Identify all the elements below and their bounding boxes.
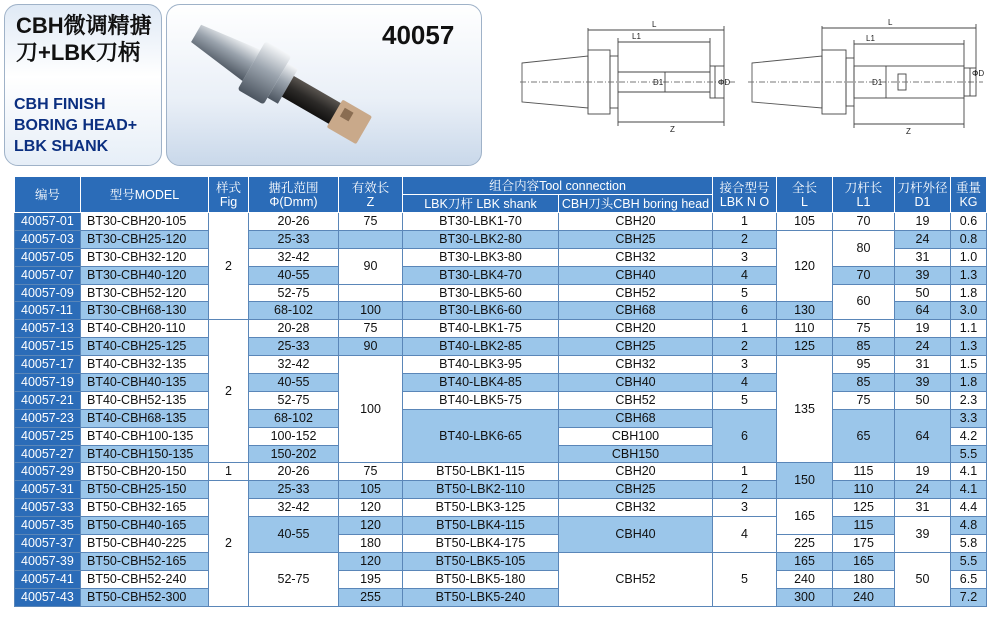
kg-cell: 4.4: [951, 499, 987, 517]
diagram1-label-l: L: [652, 20, 657, 29]
kg-cell: 1.8: [951, 374, 987, 392]
l-cell: 150: [777, 463, 833, 499]
header-fig: [209, 177, 249, 213]
header-lbk-en: LBK N O: [719, 194, 770, 209]
lbk-cell: 2: [713, 338, 777, 356]
table-row: [15, 374, 987, 392]
l-cell: 300: [777, 588, 833, 606]
table-row: [15, 481, 987, 499]
l1-cell: 115: [833, 517, 895, 535]
header-kg: [951, 177, 987, 213]
dimension-diagram-2: [748, 8, 988, 158]
table-row: [15, 391, 987, 409]
d1-cell: 31: [895, 248, 951, 266]
kg-cell: 5.8: [951, 535, 987, 553]
shank-cell: BT50-LBK1-115: [403, 463, 559, 481]
model-cell: BT40-CBH40-135: [81, 374, 209, 392]
shank-cell: BT50-LBK5-180: [403, 570, 559, 588]
header-kg-en: KG: [959, 194, 978, 209]
lbk-cell: 3: [713, 248, 777, 266]
d1-cell: 24: [895, 338, 951, 356]
header-z: [339, 177, 403, 213]
lbk-cell: 5: [713, 284, 777, 302]
lbk-cell: 4: [713, 266, 777, 284]
kg-cell: 1.3: [951, 338, 987, 356]
fig-cell: 2: [209, 481, 249, 606]
head-cell: CBH40: [559, 374, 713, 392]
header-range: [249, 177, 339, 213]
kg-cell: 1.5: [951, 356, 987, 374]
lbk-cell: 1: [713, 213, 777, 231]
d1-cell: 31: [895, 356, 951, 374]
code-cell: 40057-25: [15, 427, 81, 445]
header-z-cn: 有效长: [351, 180, 390, 195]
model-cell: BT50-CBH25-150: [81, 481, 209, 499]
head-cell: CBH25: [559, 230, 713, 248]
header-range-en: Φ(Dmm): [269, 194, 318, 209]
table-row: [15, 588, 987, 606]
head-cell: CBH150: [559, 445, 713, 463]
z-cell: 105: [339, 481, 403, 499]
head-cell: CBH52: [559, 391, 713, 409]
header-lbk-cn: 接合型号: [719, 180, 770, 195]
shank-cell: BT50-LBK2-110: [403, 481, 559, 499]
z-cell: 120: [339, 517, 403, 535]
range-cell: 52-75: [249, 391, 339, 409]
l-cell: 135: [777, 356, 833, 463]
model-cell: BT50-CBH52-300: [81, 588, 209, 606]
kg-cell: 3.0: [951, 302, 987, 320]
lbk-cell: 3: [713, 499, 777, 517]
header-d1: [895, 177, 951, 213]
shank-cell: BT50-LBK4-175: [403, 535, 559, 553]
model-cell: BT40-CBH100-135: [81, 427, 209, 445]
kg-cell: 5.5: [951, 445, 987, 463]
kg-cell: 0.8: [951, 230, 987, 248]
head-cell: CBH68: [559, 302, 713, 320]
header-fig-en: Fig: [219, 194, 238, 209]
header-lbk-no: [713, 177, 777, 213]
table-row: [15, 213, 987, 231]
model-cell: BT50-CBH40-165: [81, 517, 209, 535]
kg-cell: 1.8: [951, 284, 987, 302]
code-cell: 40057-37: [15, 535, 81, 553]
z-cell: 100: [339, 302, 403, 320]
table-row: [15, 356, 987, 374]
l1-cell: 65: [833, 409, 895, 463]
code-cell: 40057-29: [15, 463, 81, 481]
head-cell: CBH52: [559, 552, 713, 606]
table-row: [15, 266, 987, 284]
z-cell: 255: [339, 588, 403, 606]
range-cell: 52-75: [249, 552, 339, 606]
d1-cell: 19: [895, 320, 951, 338]
l1-cell: 240: [833, 588, 895, 606]
table-row: [15, 284, 987, 302]
shank-cell: BT30-LBK4-70: [403, 266, 559, 284]
code-cell: 40057-15: [15, 338, 81, 356]
kg-cell: 4.1: [951, 481, 987, 499]
d1-cell: 19: [895, 213, 951, 231]
z-cell: 120: [339, 552, 403, 570]
series-code: 40057: [382, 20, 455, 50]
d1-cell: 19: [895, 463, 951, 481]
table-row: [15, 499, 987, 517]
table-row: [15, 570, 987, 588]
range-cell: 32-42: [249, 356, 339, 374]
code-cell: 40057-35: [15, 517, 81, 535]
d1-cell: 39: [895, 517, 951, 553]
shank-cell: BT40-LBK3-95: [403, 356, 559, 374]
table-row: [15, 230, 987, 248]
header-l1-cn: 刀杆长: [844, 180, 883, 195]
range-cell: 32-42: [249, 499, 339, 517]
range-cell: 68-102: [249, 409, 339, 427]
l-cell: 110: [777, 320, 833, 338]
diagram1-label-d1: D1: [653, 78, 664, 87]
range-cell: 25-33: [249, 481, 339, 499]
shank-cell: BT40-LBK2-85: [403, 338, 559, 356]
l-cell: 225: [777, 535, 833, 553]
d1-cell: 50: [895, 391, 951, 409]
model-cell: BT40-CBH20-110: [81, 320, 209, 338]
code-cell: 40057-21: [15, 391, 81, 409]
title-english: CBH FINISH BORING HEAD+ LBK SHANK: [14, 96, 138, 155]
header-kg-cn: 重量: [955, 180, 981, 195]
l1-cell: 180: [833, 570, 895, 588]
lbk-cell: 5: [713, 391, 777, 409]
model-cell: BT50-CBH40-225: [81, 535, 209, 553]
l-cell: 240: [777, 570, 833, 588]
l1-cell: 95: [833, 356, 895, 374]
model-cell: BT40-CBH150-135: [81, 445, 209, 463]
diagram1-label-d: ΦD: [718, 78, 731, 87]
table-row: [15, 463, 987, 481]
diagram1-label-z: Z: [670, 125, 675, 134]
l-cell: 120: [777, 230, 833, 302]
range-cell: 40-55: [249, 266, 339, 284]
head-cell: CBH32: [559, 499, 713, 517]
head-cell: CBH52: [559, 284, 713, 302]
code-cell: 40057-03: [15, 230, 81, 248]
kg-cell: 1.0: [951, 248, 987, 266]
l1-cell: 85: [833, 338, 895, 356]
d1-cell: 24: [895, 230, 951, 248]
head-cell: CBH32: [559, 248, 713, 266]
code-cell: 40057-31: [15, 481, 81, 499]
range-cell: 32-42: [249, 248, 339, 266]
l1-cell: 85: [833, 374, 895, 392]
table-row: [15, 517, 987, 535]
d1-cell: 50: [895, 284, 951, 302]
model-cell: BT40-CBH52-135: [81, 391, 209, 409]
range-cell: 40-55: [249, 374, 339, 392]
shank-cell: BT40-LBK1-75: [403, 320, 559, 338]
z-cell: 75: [339, 213, 403, 231]
range-cell: 25-33: [249, 230, 339, 248]
head-cell: CBH25: [559, 338, 713, 356]
diagram2-label-d1: D1: [872, 78, 883, 87]
kg-cell: 4.1: [951, 463, 987, 481]
code-cell: 40057-43: [15, 588, 81, 606]
lbk-cell: 6: [713, 409, 777, 463]
l1-cell: 175: [833, 535, 895, 553]
fig-cell: 2: [209, 320, 249, 463]
fig-cell: 1: [209, 463, 249, 481]
range-cell: 20-26: [249, 213, 339, 231]
header-l-cn: 全长: [791, 180, 817, 195]
head-cell: CBH40: [559, 517, 713, 553]
l-cell: 165: [777, 552, 833, 570]
header-l1: [833, 177, 895, 213]
head-cell: CBH20: [559, 320, 713, 338]
code-cell: 40057-13: [15, 320, 81, 338]
code-cell: 40057-41: [15, 570, 81, 588]
model-cell: BT40-CBH32-135: [81, 356, 209, 374]
lbk-cell: 6: [713, 302, 777, 320]
header-l: [777, 177, 833, 213]
model-cell: BT30-CBH68-130: [81, 302, 209, 320]
model-cell: BT40-CBH68-135: [81, 409, 209, 427]
code-cell: 40057-27: [15, 445, 81, 463]
code-cell: 40057-05: [15, 248, 81, 266]
header-model: 型号MODEL: [81, 177, 209, 213]
model-cell: BT30-CBH32-120: [81, 248, 209, 266]
table-row: [15, 552, 987, 570]
model-cell: BT50-CBH20-150: [81, 463, 209, 481]
head-cell: CBH20: [559, 463, 713, 481]
range-cell: 68-102: [249, 302, 339, 320]
z-cell: 195: [339, 570, 403, 588]
range-cell: 52-75: [249, 284, 339, 302]
d1-cell: 64: [895, 302, 951, 320]
shank-cell: BT50-LBK5-240: [403, 588, 559, 606]
model-cell: BT30-CBH20-105: [81, 213, 209, 231]
header-d1-en: D1: [914, 194, 931, 209]
head-cell: CBH100: [559, 427, 713, 445]
head-cell: CBH40: [559, 266, 713, 284]
model-cell: BT40-CBH25-125: [81, 338, 209, 356]
model-cell: BT50-CBH32-165: [81, 499, 209, 517]
shank-cell: BT50-LBK3-125: [403, 499, 559, 517]
shank-cell: BT40-LBK5-75: [403, 391, 559, 409]
l-cell: 165: [777, 499, 833, 535]
range-cell: 150-202: [249, 445, 339, 463]
z-cell: 75: [339, 463, 403, 481]
diagram2-label-l: L: [888, 18, 893, 27]
lbk-cell: 4: [713, 517, 777, 553]
l1-cell: 70: [833, 213, 895, 231]
range-cell: 40-55: [249, 517, 339, 553]
range-cell: 25-33: [249, 338, 339, 356]
l1-cell: 60: [833, 284, 895, 320]
header-z-en: Z: [366, 194, 375, 209]
d1-cell: 64: [895, 409, 951, 463]
d1-cell: 39: [895, 266, 951, 284]
code-cell: 40057-19: [15, 374, 81, 392]
z-cell: 100: [339, 356, 403, 463]
header-d1-cn: 刀杆外径: [897, 180, 948, 195]
shank-cell: BT30-LBK2-80: [403, 230, 559, 248]
table-row: [15, 409, 987, 427]
table-row: [15, 535, 987, 553]
lbk-cell: 1: [713, 463, 777, 481]
l1-cell: 165: [833, 552, 895, 570]
header-lbk-shank: LBK刀杆 LBK shank: [403, 195, 559, 213]
d1-cell: 24: [895, 481, 951, 499]
l1-cell: 80: [833, 230, 895, 266]
model-cell: BT50-CBH52-240: [81, 570, 209, 588]
code-cell: 40057-09: [15, 284, 81, 302]
l-cell: 130: [777, 302, 833, 320]
head-cell: CBH25: [559, 481, 713, 499]
l-cell: 125: [777, 338, 833, 356]
code-cell: 40057-23: [15, 409, 81, 427]
z-cell: 180: [339, 535, 403, 553]
kg-cell: 1.3: [951, 266, 987, 284]
lbk-cell: 2: [713, 481, 777, 499]
dimension-diagram-1: [520, 8, 740, 158]
table-row: [15, 338, 987, 356]
diagram2-label-d: ΦD: [972, 69, 985, 78]
range-cell: 100-152: [249, 427, 339, 445]
l-cell: 105: [777, 213, 833, 231]
z-cell: [339, 230, 403, 248]
z-cell: 90: [339, 248, 403, 284]
model-cell: BT30-CBH25-120: [81, 230, 209, 248]
diagram2-label-z: Z: [906, 127, 911, 136]
kg-cell: 6.5: [951, 570, 987, 588]
header-code: 编号: [15, 177, 81, 213]
shank-cell: BT30-LBK1-70: [403, 213, 559, 231]
header-tool-connection: 组合内容Tool connection: [403, 177, 713, 195]
kg-cell: 4.2: [951, 427, 987, 445]
model-cell: BT30-CBH40-120: [81, 266, 209, 284]
table-row: [15, 320, 987, 338]
header-l-en: L: [801, 194, 808, 209]
range-cell: 20-26: [249, 463, 339, 481]
kg-cell: 7.2: [951, 588, 987, 606]
head-cell: CBH68: [559, 409, 713, 427]
d1-cell: 31: [895, 499, 951, 517]
lbk-cell: 4: [713, 374, 777, 392]
d1-cell: 39: [895, 374, 951, 392]
model-cell: BT50-CBH52-165: [81, 552, 209, 570]
fig-cell: 2: [209, 213, 249, 320]
shank-cell: BT40-LBK4-85: [403, 374, 559, 392]
l1-cell: 110: [833, 481, 895, 499]
lbk-cell: 5: [713, 552, 777, 606]
head-cell: CBH32: [559, 356, 713, 374]
header-cbh-head: CBH刀头CBH boring head: [559, 195, 713, 213]
shank-cell: BT50-LBK4-115: [403, 517, 559, 535]
z-cell: [339, 284, 403, 302]
z-cell: 90: [339, 338, 403, 356]
diagram1-label-l1: L1: [632, 32, 641, 41]
kg-cell: 3.3: [951, 409, 987, 427]
z-cell: 120: [339, 499, 403, 517]
head-cell: CBH20: [559, 213, 713, 231]
kg-cell: 5.5: [951, 552, 987, 570]
shank-cell: BT30-LBK6-60: [403, 302, 559, 320]
kg-cell: 4.8: [951, 517, 987, 535]
code-cell: 40057-17: [15, 356, 81, 374]
l1-cell: 75: [833, 320, 895, 338]
title-chinese: CBH微调精搪刀+LBK刀柄: [16, 13, 152, 65]
spec-table: [14, 176, 987, 607]
code-cell: 40057-01: [15, 213, 81, 231]
header-fig-cn: 样式: [215, 180, 241, 195]
lbk-cell: 1: [713, 320, 777, 338]
kg-cell: 2.3: [951, 391, 987, 409]
l1-cell: 70: [833, 266, 895, 284]
product-photo: [176, 8, 386, 158]
lbk-cell: 3: [713, 356, 777, 374]
shank-cell: BT40-LBK6-65: [403, 409, 559, 463]
kg-cell: 1.1: [951, 320, 987, 338]
header-l1-en: L1: [856, 194, 871, 209]
l1-cell: 115: [833, 463, 895, 481]
model-cell: BT30-CBH52-120: [81, 284, 209, 302]
code-cell: 40057-07: [15, 266, 81, 284]
code-cell: 40057-39: [15, 552, 81, 570]
lbk-cell: 2: [713, 230, 777, 248]
code-cell: 40057-11: [15, 302, 81, 320]
diagram2-label-l1: L1: [866, 34, 875, 43]
header-range-cn: 搪孔范围: [268, 180, 319, 195]
d1-cell: 50: [895, 552, 951, 606]
kg-cell: 0.6: [951, 213, 987, 231]
shank-cell: BT30-LBK5-60: [403, 284, 559, 302]
l1-cell: 75: [833, 391, 895, 409]
range-cell: 20-28: [249, 320, 339, 338]
code-cell: 40057-33: [15, 499, 81, 517]
l1-cell: 125: [833, 499, 895, 517]
shank-cell: BT30-LBK3-80: [403, 248, 559, 266]
shank-cell: BT50-LBK5-105: [403, 552, 559, 570]
z-cell: 75: [339, 320, 403, 338]
